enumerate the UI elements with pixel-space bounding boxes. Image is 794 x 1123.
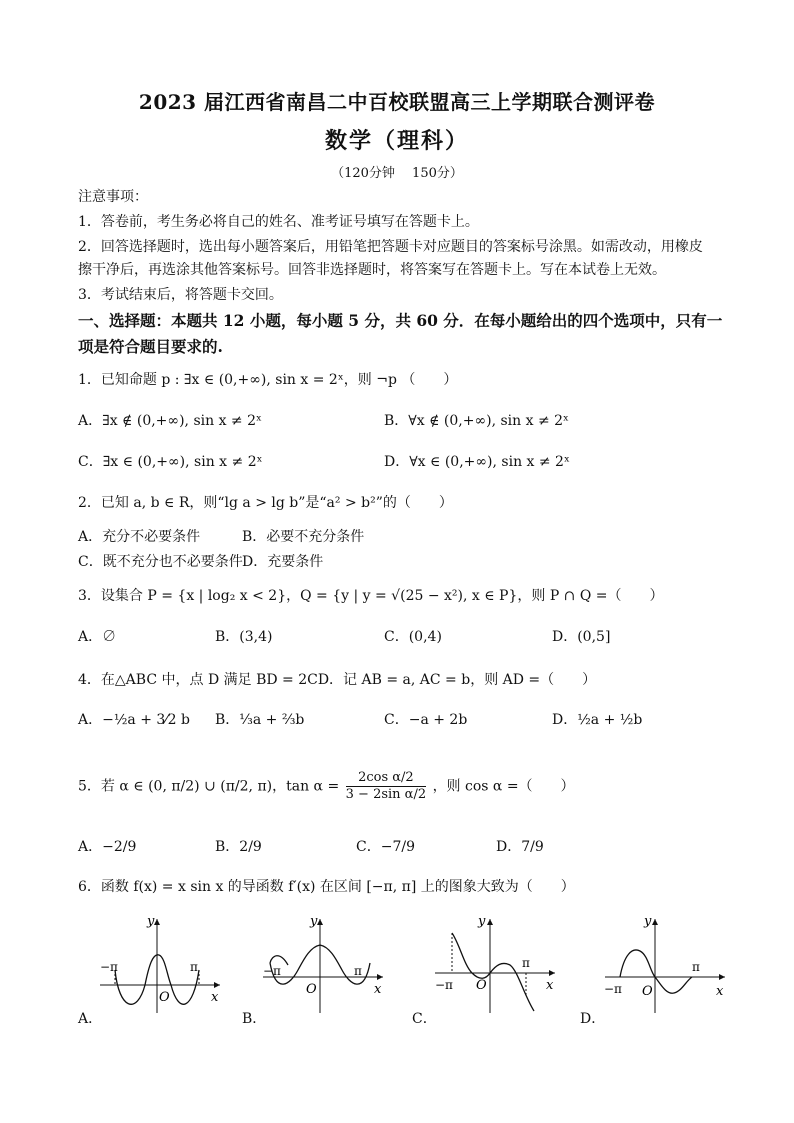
q6-stem: 6．函数 f(x) = x sin x 的导函数 f′(x) 在区间 [−π, π] 上的图象大致为（ ） [78, 879, 575, 895]
q6-b-y-label: y [310, 915, 318, 929]
q3-option-c: C．(0,4) [384, 629, 442, 645]
q6-a-y-label: y [147, 915, 155, 929]
q6-c-y-label: y [478, 915, 486, 929]
exam-subject: 数学（理科） [324, 128, 469, 154]
q4-option-c: C．−a + 2b [384, 712, 468, 728]
q6-graph-a [95, 915, 225, 1015]
q5-stem-prefix: 5．若 α ∈ (0, π/2) ∪ (π/2, π)，tan α = [78, 778, 340, 795]
q6-graph-b [258, 915, 388, 1015]
q5-stem [78, 770, 575, 803]
q3-option-b: B．(3,4) [215, 629, 273, 645]
q2-option-b: B．必要不充分条件 [242, 529, 365, 545]
q6-d-origin-label: O [642, 984, 653, 999]
q4-option-a: A．−½a + 3⁄2 b [78, 712, 190, 728]
q6-b-neg-pi-label: −π [263, 964, 281, 978]
q6-a-origin-label: O [159, 990, 170, 1005]
note-1: 1．答卷前，考生务必将自己的姓名、准考证号填写在答题卡上。 [78, 214, 479, 230]
q5-fraction-denominator: 3 − 2sin α/2 [345, 787, 427, 802]
q6-b-origin-label: O [306, 982, 317, 997]
q1-stem: 1．已知命题 p : ∃x ∈ (0,+∞), sin x = 2ˣ，则 ¬p （ ） [78, 372, 458, 388]
q5-option-a: A．−2/9 [78, 839, 137, 855]
q2-option-a: A．充分不必要条件 [78, 529, 201, 545]
q6-label-b: B． [242, 1011, 267, 1027]
q2-option-c: C．既不充分也不必要条件 [78, 554, 243, 570]
q4-option-b: B．⅓a + ⅔b [215, 712, 305, 728]
q6-d-neg-pi-label: −π [604, 982, 622, 996]
q1-option-c: C．∃x ∈ (0,+∞), sin x ≠ 2ˣ [78, 454, 263, 470]
q5-fraction [346, 770, 426, 803]
notes-heading: 注意事项： [78, 189, 148, 205]
q6-c-origin-label: O [476, 978, 487, 993]
q1-option-d: D．∀x ∈ (0,+∞), sin x ≠ 2ˣ [384, 454, 570, 470]
q6-label-d: D． [580, 1011, 606, 1027]
section-heading-line2: 项是符合题目要求的. [78, 337, 223, 356]
q4-stem: 4．在△ABC 中，点 D 满足 BD = 2CD．记 AB = a, AC = b，则 AD =（ ） [78, 672, 597, 688]
q6-graph-c [430, 915, 560, 1015]
q6-d-pi-label: π [692, 960, 700, 974]
q6-d-y-label: y [644, 915, 652, 929]
section-heading-line1: 一、选择题：本题共 12 小题，每小题 5 分，共 60 分．在每小题给出的四个选项中，只有一 [78, 311, 723, 330]
q6-b-pi-label: π [354, 964, 362, 978]
q3-option-a: A．∅ [78, 629, 117, 645]
q6-a-neg-pi-label: −π [100, 960, 118, 974]
q5-option-c: C．−7/9 [356, 839, 415, 855]
q6-graph-d [600, 915, 730, 1015]
q6-a-x-label: x [211, 990, 219, 1005]
q3-stem: 3．设集合 P = {x | log₂ x < 2}，Q = {y | y = √(25 − x²), x ∈ P}，则 P ∩ Q =（ ） [78, 588, 664, 604]
q5-fraction-numerator: 2cos α/2 [346, 770, 426, 787]
q4-option-d: D．½a + ½b [552, 712, 643, 728]
note-3: 3．考试结束后，将答题卡交回。 [78, 287, 283, 303]
q6-label-c: C． [412, 1011, 437, 1027]
q3-option-d: D．(0,5] [552, 629, 611, 645]
q5-stem-suffix: ，则 cos α =（ ） [432, 778, 575, 795]
q6-d-x-label: x [716, 984, 724, 999]
q5-option-d: D．7/9 [496, 839, 544, 855]
note-2: 2．回答选择题时，选出每小题答案后，用铅笔把答题卡对应题目的答案标号涂黑。如需改动，用橡皮 [78, 239, 703, 255]
note-2-cont: 擦干净后，再选涂其他答案标号。回答非选择题时，将答案写在答题卡上。写在本试卷上无效。 [78, 262, 666, 278]
q2-stem: 2．已知 a, b ∈ R，则“lg a > lg b”是“a² > b²”的（ ） [78, 495, 453, 511]
exam-timing: （120分钟 150分） [331, 166, 463, 181]
q6-c-pi-label: π [522, 956, 530, 970]
q5-option-b: B．2/9 [215, 839, 262, 855]
q1-option-b: B．∀x ∉ (0,+∞), sin x ≠ 2ˣ [384, 413, 569, 429]
q6-a-pi-label: π [190, 960, 198, 974]
q6-b-x-label: x [374, 982, 382, 997]
q6-label-a: A． [78, 1011, 103, 1027]
q6-c-x-label: x [546, 978, 554, 993]
q6-c-neg-pi-label: −π [435, 978, 453, 992]
q2-option-d: D．充要条件 [242, 554, 324, 570]
exam-title: 2023 届江西省南昌二中百校联盟高三上学期联合测评卷 [138, 90, 656, 114]
q1-option-a: A．∃x ∉ (0,+∞), sin x ≠ 2ˣ [78, 413, 262, 429]
